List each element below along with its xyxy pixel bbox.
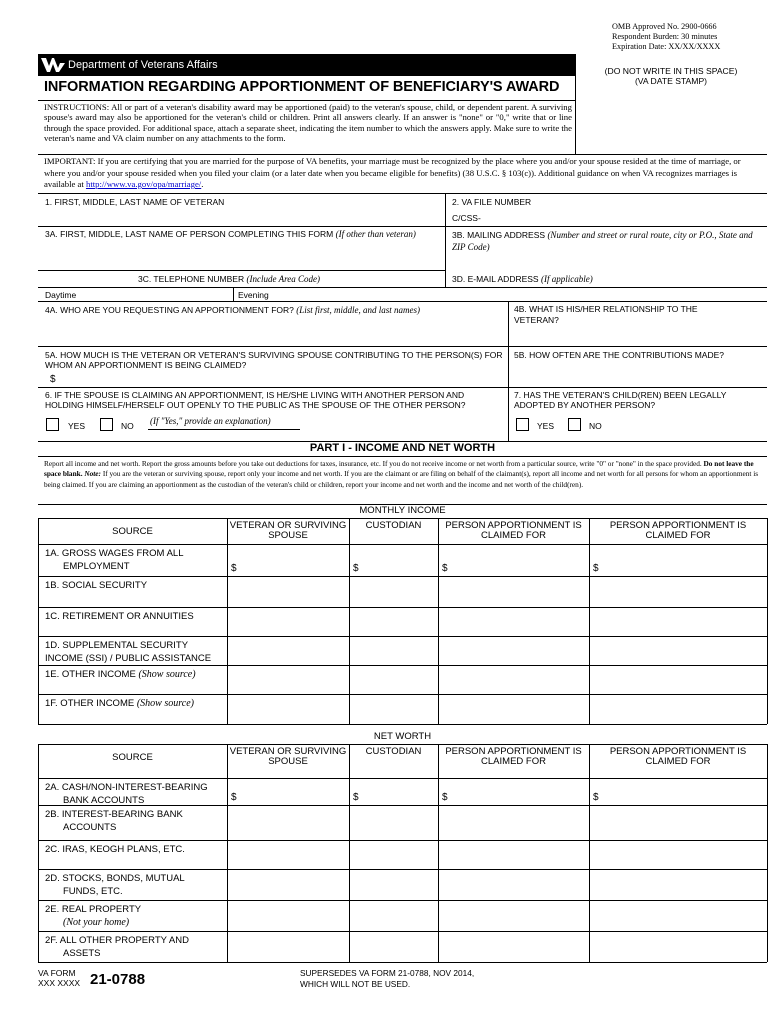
income-amount-field[interactable] — [227, 544, 349, 576]
agency-name: Department of Veterans Affairs — [68, 59, 218, 71]
q7-no-label: NO — [589, 421, 602, 431]
contribution-frequency-label: 5B. HOW OFTEN ARE THE CONTRIBUTIONS MADE? — [514, 350, 725, 360]
income-amount-field[interactable] — [438, 607, 589, 636]
omb-info — [612, 22, 762, 52]
net-worth-header: NET WORTH — [373, 731, 432, 742]
dollar-sign: $ — [231, 563, 237, 574]
networth-amount-field[interactable] — [589, 869, 767, 900]
networth-col-header-4: PERSON APPORTIONMENT IS CLAIMED FOR — [609, 746, 747, 767]
stamp-instructions: (DO NOT WRITE IN THIS SPACE) (VA DATE STAMP) — [604, 66, 738, 86]
marriage-guidance-link[interactable]: http://www.va.gov/opa/marriage/ — [85, 179, 202, 189]
income-amount-field[interactable] — [438, 544, 589, 576]
networth-row-label: 2A. CASH/NON-INTEREST-BEARING BANK ACCOUNTS — [45, 782, 208, 806]
relationship-label: 4B. WHAT IS HIS/HER RELATIONSHIP TO THE VETERAN? — [514, 304, 698, 325]
q7-yes-checkbox[interactable] — [516, 418, 529, 431]
income-amount-field[interactable] — [589, 694, 767, 724]
networth-row-label: 2F. ALL OTHER PROPERTY AND ASSETS — [45, 935, 189, 959]
va-seal-icon — [40, 56, 66, 74]
networth-row-label: 2D. STOCKS, BONDS, MUTUAL FUNDS, ETC. — [45, 873, 185, 897]
networth-amount-field[interactable] — [589, 840, 767, 869]
person-completing-label: 3A. FIRST, MIDDLE, LAST NAME OF PERSON COMPLETING THIS FORM (If other than veteran) — [45, 229, 416, 239]
income-amount-field[interactable] — [349, 576, 438, 607]
networth-amount-field[interactable] — [589, 778, 767, 805]
income-amount-field[interactable] — [349, 544, 438, 576]
q7-no-checkbox[interactable] — [568, 418, 581, 431]
dollar-sign: $ — [353, 563, 359, 574]
q6-yes-checkbox[interactable] — [46, 418, 59, 431]
networth-amount-field[interactable] — [438, 778, 589, 805]
networth-amount-field[interactable] — [349, 869, 438, 900]
income-amount-field[interactable] — [438, 576, 589, 607]
income-amount-field[interactable] — [349, 694, 438, 724]
networth-amount-field[interactable] — [589, 931, 767, 962]
networth-amount-field[interactable] — [349, 805, 438, 840]
networth-col-header-3: PERSON APPORTIONMENT IS CLAIMED FOR — [445, 746, 582, 767]
income-amount-field[interactable] — [227, 576, 349, 607]
income-col-header-4: PERSON APPORTIONMENT IS CLAIMED FOR — [609, 520, 747, 541]
networth-amount-field[interactable] — [227, 805, 349, 840]
income-amount-field[interactable] — [227, 636, 349, 665]
spouse-cohabitation-label: 6. IF THE SPOUSE IS CLAIMING AN APPORTIONMENT, IS HE/SHE LIVING WITH ANOTHER PERSON AND HOLDING HIMSELF/HERSELF OUT OPENLY TO THE PUBLIC AS THE SPOUSE OF THE OTHER PERSON? — [45, 390, 466, 410]
q6-no-checkbox[interactable] — [100, 418, 113, 431]
omb-expiration: Expiration Date: XX/XX/XXXX — [612, 42, 721, 51]
income-amount-field[interactable] — [438, 665, 589, 694]
q6-explanation-note: (If "Yes," provide an explanation) — [150, 416, 271, 426]
networth-amount-field[interactable] — [589, 900, 767, 931]
networth-col-header-2: CUSTODIAN — [365, 746, 422, 757]
q7-yes-label: YES — [537, 421, 555, 431]
dollar-sign: $ — [231, 792, 237, 803]
income-amount-field[interactable] — [589, 607, 767, 636]
dollar-sign: $ — [353, 792, 359, 803]
income-amount-field[interactable] — [227, 694, 349, 724]
income-row-label: 1D. SUPPLEMENTAL SECURITY INCOME (SSI) / PUBLIC ASSISTANCE — [45, 640, 212, 664]
income-amount-field[interactable] — [589, 544, 767, 576]
supersedes-note: SUPERSEDES VA FORM 21-0788, NOV 2014, WHICH WILL NOT BE USED. — [300, 968, 475, 989]
networth-row-label: 2B. INTEREST-BEARING BANK ACCOUNTS — [45, 809, 183, 833]
form-id: VA FORM XXX XXXX — [38, 968, 81, 988]
dollar-sign: $ — [593, 563, 599, 574]
q6-yes-label: YES — [68, 421, 86, 431]
income-amount-field[interactable] — [227, 607, 349, 636]
child-adopted-label: 7. HAS THE VETERAN'S CHILD(REN) BEEN LEGALLY ADOPTED BY ANOTHER PERSON? — [514, 390, 727, 410]
income-amount-field[interactable] — [227, 665, 349, 694]
income-amount-field[interactable] — [349, 665, 438, 694]
important-notice: IMPORTANT: If you are certifying that you are married for the purpose of VA benefits, your marriage must be recognized by the place where you and/or your spouse resided at the time of marriage, or where you and/or your spouse resided when you filed your claim (or a later date when you became eligible for benefits) (38 U.S.C. § 103(c)). Additional guidance on when VA recognizes marriages is available at http://www.va.gov/opa/marriage/. — [44, 156, 741, 189]
income-col-header-3: PERSON APPORTIONMENT IS CLAIMED FOR — [445, 520, 582, 541]
networth-amount-field[interactable] — [438, 805, 589, 840]
form-title: INFORMATION REGARDING APPORTIONMENT OF BENEFICIARY'S AWARD — [44, 79, 560, 95]
networth-row-label: 2C. IRAS, KEOGH PLANS, ETC. — [45, 844, 185, 855]
email-label: 3D. E-MAIL ADDRESS (If applicable) — [452, 274, 593, 284]
part1-instructions: Report all income and net worth. Report the gross amounts before you take out deductions for taxes, insurance, etc. If you do not receive income or net worth from a particular source, write "0" or "none" in the space provided. Do not leave the space blank. Note: If you are the veteran or surviving spouse, report only your income and net worth. If you are the claimant or are filing on behalf of the claimant(s), report all income and net worth for all persons for whom an apportionment is being claimed. If you are claiming an apportionment as the custodian of the veteran's child or children, report your income and net worth and the income and net worth of the child(ren). — [44, 459, 759, 489]
dollar-sign: $ — [442, 563, 448, 574]
income-col-header-1: VETERAN OR SURVIVING SPOUSE — [229, 520, 347, 541]
networth-amount-field[interactable] — [349, 900, 438, 931]
mailing-address-label: 3B. MAILING ADDRESS (Number and street or rural route, city or P.O., State and ZIP Code) — [452, 230, 753, 252]
income-amount-field[interactable] — [349, 636, 438, 665]
instructions-text: INSTRUCTIONS: All or part of a veteran's disability award may be apportioned (paid) to the veteran's spouse, child, or dependent parent. A surviving spouse's award may also be apportioned for the veteran's child or children. Print all answers clearly. If an answer is "none" or "0," write that or line through the space provided. For additional space, attach a separate sheet, indicating the item number to which the answers apply. Make sure to write the veteran's name and VA claim number on any attachments to the form. — [44, 102, 572, 143]
omb-approved: OMB Approved No. 2900-0666 — [612, 22, 717, 31]
networth-amount-field[interactable] — [227, 869, 349, 900]
networth-amount-field[interactable] — [227, 900, 349, 931]
income-row-label: 1A. GROSS WAGES FROM ALL EMPLOYMENT — [45, 548, 184, 572]
networth-amount-field[interactable] — [438, 931, 589, 962]
networth-amount-field[interactable] — [589, 805, 767, 840]
networth-amount-field[interactable] — [438, 869, 589, 900]
income-row-label: 1F. OTHER INCOME (Show source) — [45, 698, 194, 709]
monthly-income-header: MONTHLY INCOME — [359, 505, 446, 516]
income-amount-field[interactable] — [349, 607, 438, 636]
networth-amount-field[interactable] — [227, 840, 349, 869]
networth-amount-field[interactable] — [438, 900, 589, 931]
evening-label: Evening — [238, 290, 269, 300]
networth-amount-field[interactable] — [227, 778, 349, 805]
telephone-label: 3C. TELEPHONE NUMBER (Include Area Code) — [138, 274, 320, 284]
networth-amount-field[interactable] — [349, 931, 438, 962]
dollar-sign: $ — [442, 792, 448, 803]
apportion-for-label: 4A. WHO ARE YOU REQUESTING AN APPORTIONMENT FOR? (List first, middle, and last names) — [45, 305, 421, 315]
networth-amount-field[interactable] — [227, 931, 349, 962]
contribution-amount-label: 5A. HOW MUCH IS THE VETERAN OR VETERAN'S SURVIVING SPOUSE CONTRIBUTING TO THE PERSON(S) FOR WHOM AN APPORTIONMENT IS BEING CLAIMED? — [45, 350, 503, 370]
omb-burden: Respondent Burden: 30 minutes — [612, 32, 718, 41]
veteran-name-label: 1. FIRST, MIDDLE, LAST NAME OF VETERAN — [45, 197, 225, 207]
networth-amount-field[interactable] — [349, 840, 438, 869]
income-row-label: 1E. OTHER INCOME (Show source) — [45, 669, 196, 680]
income-col-header-2: CUSTODIAN — [365, 520, 422, 531]
va-file-prefix: C/CSS- — [452, 213, 481, 223]
networth-amount-field[interactable] — [349, 778, 438, 805]
networth-col-header-1: VETERAN OR SURVIVING SPOUSE — [229, 746, 347, 767]
income-amount-field[interactable] — [589, 636, 767, 665]
income-row-label: 1B. SOCIAL SECURITY — [45, 580, 148, 591]
networth-amount-field[interactable] — [438, 840, 589, 869]
va-file-number-label: 2. VA FILE NUMBER — [452, 197, 532, 207]
agency-bar — [38, 54, 575, 76]
networth-col-header-0: SOURCE — [112, 752, 153, 763]
q6-no-label: NO — [121, 421, 134, 431]
income-amount-field[interactable] — [438, 636, 589, 665]
income-row-label: 1C. RETIREMENT OR ANNUITIES — [45, 611, 194, 622]
contribution-dollar: $ — [50, 374, 56, 385]
form-number: 21-0788 — [90, 971, 146, 988]
q6-explanation-line[interactable] — [148, 429, 300, 430]
part1-title: PART I - INCOME AND NET WORTH — [309, 442, 496, 454]
income-amount-field[interactable] — [589, 665, 767, 694]
income-col-header-0: SOURCE — [112, 526, 153, 537]
dollar-sign: $ — [593, 792, 599, 803]
daytime-label: Daytime — [45, 290, 77, 300]
networth-row-label: 2E. REAL PROPERTY (Not your home) — [45, 904, 142, 928]
income-amount-field[interactable] — [438, 694, 589, 724]
income-amount-field[interactable] — [589, 576, 767, 607]
